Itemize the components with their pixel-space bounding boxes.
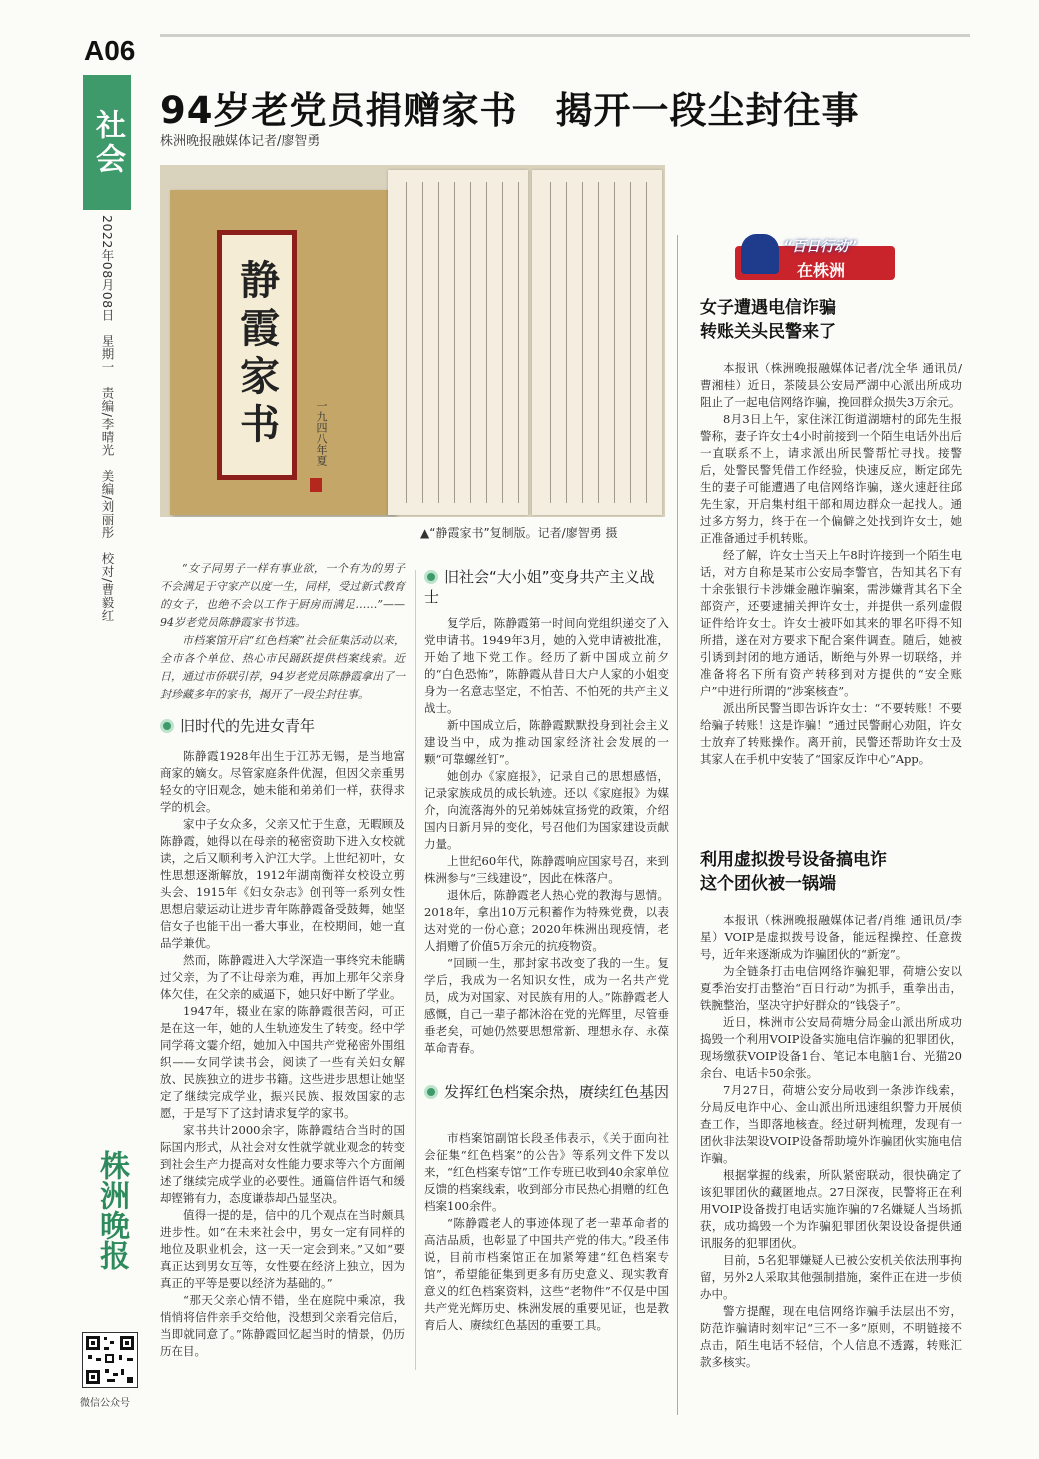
paper-logo: 株洲晚报 <box>94 1150 129 1270</box>
paragraph: 8月3日上午，家住洣江街道湖塘村的邱先生报警称，妻子许女士4小时前接到一个陌生电话外出后一直联系不上，请求派出所民警帮忙寻找。接警后，处警民警凭借工作经验，快速反应，断定邱先生的妻子可能遭遇了电信网络诈骗，遂火速赶往邱先生家，开启集村组干部和周边群众一起找人。通过多方努力，终于在一个偏僻之处找到许女士，她正准备通过手机转账。 <box>700 412 962 545</box>
paragraph: 7月27日，荷塘公安分局收到一条涉诈线索，分局反电诈中心、金山派出所迅速组织警力开展侦查工作，当即落地核查。经过研判梳理，发现有一团伙非法架设VOIP设备帮助境外诈骗团伙实施电信诈骗。 <box>700 1083 962 1165</box>
qr-code <box>82 1332 138 1388</box>
section2-body <box>424 615 669 1057</box>
paragraph: 本报讯（株洲晚报融媒体记者/肖维 通讯员/李星）VOIP是虚拟拨号设备，能远程操控、任意拨号，近年来逐渐成为诈骗团伙的“新宠”。 <box>700 913 962 961</box>
paragraph: 目前，5名犯罪嫌疑人已被公安机关依法刑事拘留，另外2人采取其他强制措施，案件正在进一步侦办中。 <box>700 1253 962 1301</box>
sidebar-story2-title: 利用虚拟拨号设备搞电诈 这个团伙被一锅端 <box>700 850 887 894</box>
police-figure-icon <box>741 234 779 274</box>
seal-stamp <box>310 478 322 492</box>
story-intro <box>160 560 405 704</box>
sidebar-divider <box>677 235 678 1415</box>
campaign-badge <box>735 228 895 288</box>
paragraph: 上世纪60年代，陈静霞响应国家号召，来到株洲参与“三线建设”，因此在株落户。 <box>424 854 669 885</box>
envelope-date-text: 一九四八年 <box>315 400 328 455</box>
column-divider <box>415 570 416 1370</box>
badge-line-1: “百日行动” <box>783 239 858 255</box>
paragraph: 根据掌握的线索，所队紧密联动，很快确定了该犯罪团伙的藏匿地点。27日深夜，民警将正在利用VOIP设备拨打电话实施诈骗的7名嫌疑人当场抓获，成功捣毁一个为诈骗犯罪团伙架设设备提供通讯服务的犯罪团伙。 <box>700 1168 962 1250</box>
section1-body <box>160 748 405 1360</box>
paragraph: 家中子女众多，父亲又忙于生意，无暇顾及陈静霞，她得以在母亲的秘密资助下进入女校就读，之后又顺利考入沪江大学。上世纪初叶，女性思想逐渐解放，1912年湖南衡祥女校设立剪头会、1915年《妇女杂志》创刊等一系列女性思想启蒙运动让进步青年陈静霞备受鼓舞，她坚信女子也能干出一番大事业，在校期间，她一直品学兼优。 <box>160 817 405 950</box>
paragraph: “陈静霞老人的事迹体现了老一辈革命者的高洁品质，也彰显了中国共产党的伟大。”段圣伟说，目前市档案馆正在加紧筹建“红色档案专馆”，希望能征集到更多有历史意义、现实教育意义的红色档案资料，这些“老物件”不仅是中国共产党光辉历史、株洲发展的重要见证，也是教育后人、赓续红色基因的重要工具。 <box>424 1216 669 1332</box>
headline: 94岁老党员捐赠家书 揭开一段尘封往事 <box>160 89 860 132</box>
paragraph: 退休后，陈静霞老人热心党的教海与恩情。2018年，拿出10万元积蓄作为特殊党费，以表达对党的一份心意；2020年株洲出现疫情，老人捐赠了价值5万余元的抗疫物资。 <box>424 888 669 953</box>
section-tab: 社会 <box>83 75 131 210</box>
paragraph: 近日，株洲市公安局荷塘分局金山派出所成功捣毁一个利用VOIP设备实施电信诈骗的犯罪团伙，现场缴获VOIP设备1台、笔记本电脑1台、光猫20余台、电话卡50余张。 <box>700 1015 962 1080</box>
byline: 株洲晚报融媒体记者/廖智勇 <box>160 134 321 149</box>
paragraph: 值得一提的是，信中的几个观点在当时颇具进步性。如“在未来社会中，男女一定有同样的地位及职业机会，这一天一定会到来。”又如“要真正达到男女互等，女性要在经济上独立，因为真正的平等是要以经济为基础的。” <box>160 1208 405 1290</box>
envelope-label: 静霞家书 <box>217 230 297 480</box>
paragraph: 为全链条打击电信网络诈骗犯罪，荷塘公安以夏季治安打击整治“百日行动”为抓手，重拳出击，铁腕整治，坚决守护好群众的“钱袋子”。 <box>700 964 962 1012</box>
section-heading-2 <box>424 567 669 607</box>
date-line: 2022年08月08日 星期一 责编/李晴光 美编/刘丽彤 校对/曹毅红 <box>100 215 115 622</box>
envelope-sign-text: 夏 <box>315 455 328 466</box>
qr-code-icon <box>83 1333 137 1387</box>
paragraph: 复学后，陈静霞第一时间向党组织递交了入党申请书。1949年3月，她的入党申请被批准，开始了地下党工作。经历了新中国成立前夕的“白色恐怖”，陈静霞从昔日大户人家的小姐变身为一名意志坚定，不怕苦、不怕死的共产主义战士。 <box>424 616 669 715</box>
section-heading-text: 发挥红色档案余热，赓续红色基因 <box>444 1083 670 1101</box>
section-heading-text: 旧时代的先进女青年 <box>180 717 316 735</box>
paragraph: 她创办《家庭报》，记录自己的思想感悟，记录家族成员的成长轨迹。还以《家庭报》为媒介，向流落海外的兄弟姊妹宣扬党的政策，介绍国内日新月异的变化，号召他们为国家建设贡献力量。 <box>424 769 669 851</box>
paragraph: 警方提醒，现在电信网络诈骗手法层出不穷，防范诈骗请时刻牢记“三不一多”原则，不明链接不点击，陌生电话不轻信，个人信息不透露，转账汇款多核实。 <box>700 1304 962 1369</box>
paragraph: 1947年，辍业在家的陈静霞很苦闷，可正是在这一年，她的人生轨迹发生了转变。经中学同学蒋文霎介绍，她加入中国共产党秘密外围组织——女同学读书会，阅读了一些有关妇女解放、民族独立的进步书籍。这些进步思想让她坚定了继续完成学业，振兴民族、报效国家的志愿，于是写下了这封请求复学的家书。 <box>160 1004 405 1120</box>
paragraph: 市档案馆副馆长段圣伟表示，《关于面向社会征集“红色档案”的公告》等系列文件下发以来，“红色档案专馆”工作专班已收到40余家单位反馈的档案线索，收到部分市民热心捐赠的红色档案100余件。 <box>424 1131 669 1213</box>
envelope-date <box>313 400 329 466</box>
news-photo <box>160 165 665 517</box>
sidebar-story1-title: 女子遭遇电信诈骗 转账关头民警来了 <box>700 298 836 342</box>
letter-page-2 <box>532 170 662 515</box>
qr-caption: 微信公众号 <box>80 1398 130 1409</box>
paragraph: 本报讯（株洲晚报融媒体记者/沈全华 通讯员/曹湘桂）近日，茶陵县公安局严湖中心派出所成功阻止了一起电信网络诈骗，挽回群众损失3万余元。 <box>700 361 962 409</box>
envelope <box>170 190 395 515</box>
paragraph: 新中国成立后，陈静霞默默投身到社会主义建设当中，成为推动国家经济社会发展的一颗“可靠螺丝钉”。 <box>424 718 669 766</box>
bullet-icon <box>424 1085 438 1099</box>
badge-line-2: 在株洲 <box>797 261 846 280</box>
paragraph: “那天父亲心情不错，坐在庭院中乘凉，我悄悄将信件亲手交给他，没想到父亲看完信后，当即就同意了。”陈静霞回忆起当时的情景，仍历历在目。 <box>160 1293 405 1358</box>
sidebar-story2-body <box>700 912 962 1371</box>
top-rule <box>160 34 970 37</box>
paragraph: 家书共计2000余字，陈静霞结合当时的国际国内形式，从社会对女性就学就业观念的转变到社会生产力提高对女性能力要求等六个方面阐述了继续完成学业的必要性。通篇信件语气和缓却铿锵有力，态度谦恭却凸显坚决。 <box>160 1123 405 1205</box>
bullet-icon <box>424 570 438 584</box>
paragraph: 经了解，许女士当天上午8时许接到一个陌生电话，对方自称是某市公安局李警官，告知其名下有十余张银行卡涉嫌金融诈骗案，需涉嫌背其名下全部资产，还要逮捕关押许女士，并提供一系列虚假证件给许女士。许女士被吓如其来的罪名吓得不知所措，遂在对方要求下配合案件调查。随后，她被引诱到封闭的地方通话，断绝与外界一切联络，并准备将名下所有资产转移到对方提供的“安全账户”中进行所谓的“涉案核查”。 <box>700 548 962 698</box>
photo-caption: ▲“静霞家书”复制版。记者/廖智勇 摄 <box>420 526 618 540</box>
sidebar-story1-body <box>700 360 962 768</box>
section3-body <box>424 1130 669 1334</box>
intro-paragraph: “女子同男子一样有事业欲，一个有为的男子不会满足于守家产以度一生，同样，受过新式教育的女子，也绝不会以工作于厨房而满足……”——94岁老党员陈静霞家书节选。 <box>160 562 405 629</box>
page-number: A06 <box>84 35 136 66</box>
paragraph: 陈静霞1928年出生于江苏无锡，是当地富商家的嫡女。尽管家庭条件优渥，但因父亲重男轻女的守旧观念，她未能和弟弟们一样，获得求学的机会。 <box>160 749 405 814</box>
intro-paragraph: 市档案馆开启“红色档案”社会征集活动以来，全市各个单位、热心市民踊跃提供档案线索。近日，通过市侨联引荐，94岁老党员陈静霞拿出了一封珍藏多年的家书，揭开了一段尘封往事。 <box>160 634 405 701</box>
section-heading-3 <box>424 1082 669 1102</box>
section-heading-1 <box>160 716 405 736</box>
bullet-icon <box>160 719 174 733</box>
section-heading-text: 旧社会“大小姐”变身共产主义战士 <box>424 568 655 606</box>
paragraph: “回顾一生，那封家书改变了我的一生。复学后，我成为一名知识女性，成为一名共产党员，成为对国家、对民族有用的人。”陈静霞老人感慨，自己一辈子都沐浴在党的光辉里，尽管垂垂老矣，可她仍然要思想常新、理想永存、永葆革命青春。 <box>424 956 669 1055</box>
letter-page-1 <box>388 170 528 515</box>
paragraph: 然而，陈静霞进入大学深造一事终究未能瞒过父亲，为了不让母亲为难，再加上那年父亲身体欠佳，在父亲的威逼下，她只好中断了学业。 <box>160 953 405 1001</box>
paragraph: 派出所民警当即告诉许女士：“不要转账！不要给骗子转账！这是诈骗！”通过民警耐心劝阻，许女士放弃了转账操作。离开前，民警还帮助许女士及其家人在手机中安装了“国家反诈中心”App。 <box>700 701 962 766</box>
